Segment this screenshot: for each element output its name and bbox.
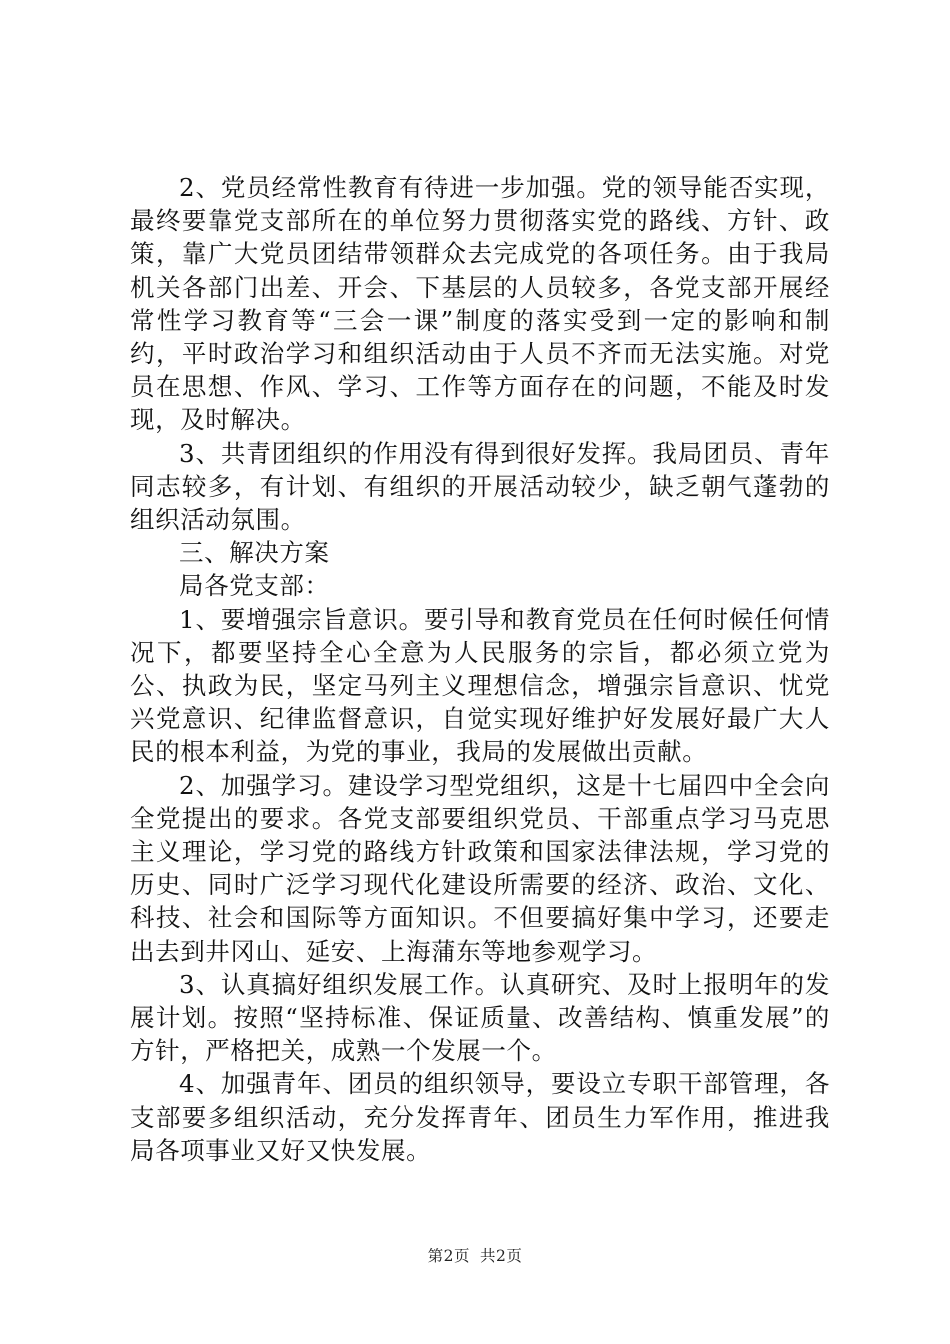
section-heading-solutions: 三、解决方案 <box>179 538 330 568</box>
page-footer <box>0 1244 950 1266</box>
page-number: 第2页 <box>427 1247 470 1265</box>
paragraph-youth-league: 3、共青团组织的作用没有得到很好发挥。我局团员、青年同志较多，有计划、有组织的开展活动较少，缺乏朝气蓬勃的组织活动氛围。 <box>130 438 830 535</box>
paragraph-party-education: 2、党员经常性教育有待进一步加强。党的领导能否实现，最终要靠党支部所在的单位努力贯彻落实党的路线、方针、政策，靠广大党员团结带领群众去完成党的各项任务。由于我局机关各部门出差、开会、下基层的人员较多，各党支部开展经常性学习教育等“三会一课”制度的落实受到一定的影响和制约，平时政治学习和组织活动由于人员不齐而无法实施。对党员在思想、作风、学习、工作等方面存在的问题，不能及时发现，及时解决。 <box>130 173 830 435</box>
document-body <box>130 171 830 1167</box>
paragraph-organization-development: 3、认真搞好组织发展工作。认真研究、及时上报明年的发展计划。按照“坚持标准、保证质量、改善结构、慎重发展”的方针，严格把关，成熟一个发展一个。 <box>130 969 830 1066</box>
paragraph-purpose-awareness: 1、要增强宗旨意识。要引导和教育党员在任何时候任何情况下，都要坚持全心全意为人民服务的宗旨，都必须立党为公、执政为民，坚定马列主义理想信念，增强宗旨意识、忧党兴党意识、纪律监督意识，自觉实现好维护好发展好最广大人民的根本利益，为党的事业，我局的发展做出贡献。 <box>130 604 830 767</box>
paragraph-youth-leadership: 4、加强青年、团员的组织领导，要设立专职干部管理，各支部要多组织活动，充分发挥青年、团员生力军作用，推进我局各项事业又好又快发展。 <box>130 1069 830 1165</box>
salutation-party-branches: 局各党支部： <box>179 571 330 601</box>
paragraph-strengthen-learning: 2、加强学习。建设学习型党组织，这是十七届四中全会向全党提出的要求。各党支部要组织党员、干部重点学习马克思主义理论，学习党的路线方针政策和国家法律法规，学习党的历史、同时广泛学习现代化建设所需要的经济、政治、文化、科技、社会和国际等方面知识。不但要搞好集中学习，还要走出去到井冈山、延安、上海蒲东等地参观学习。 <box>130 770 830 966</box>
page-total: 共2页 <box>480 1247 523 1265</box>
